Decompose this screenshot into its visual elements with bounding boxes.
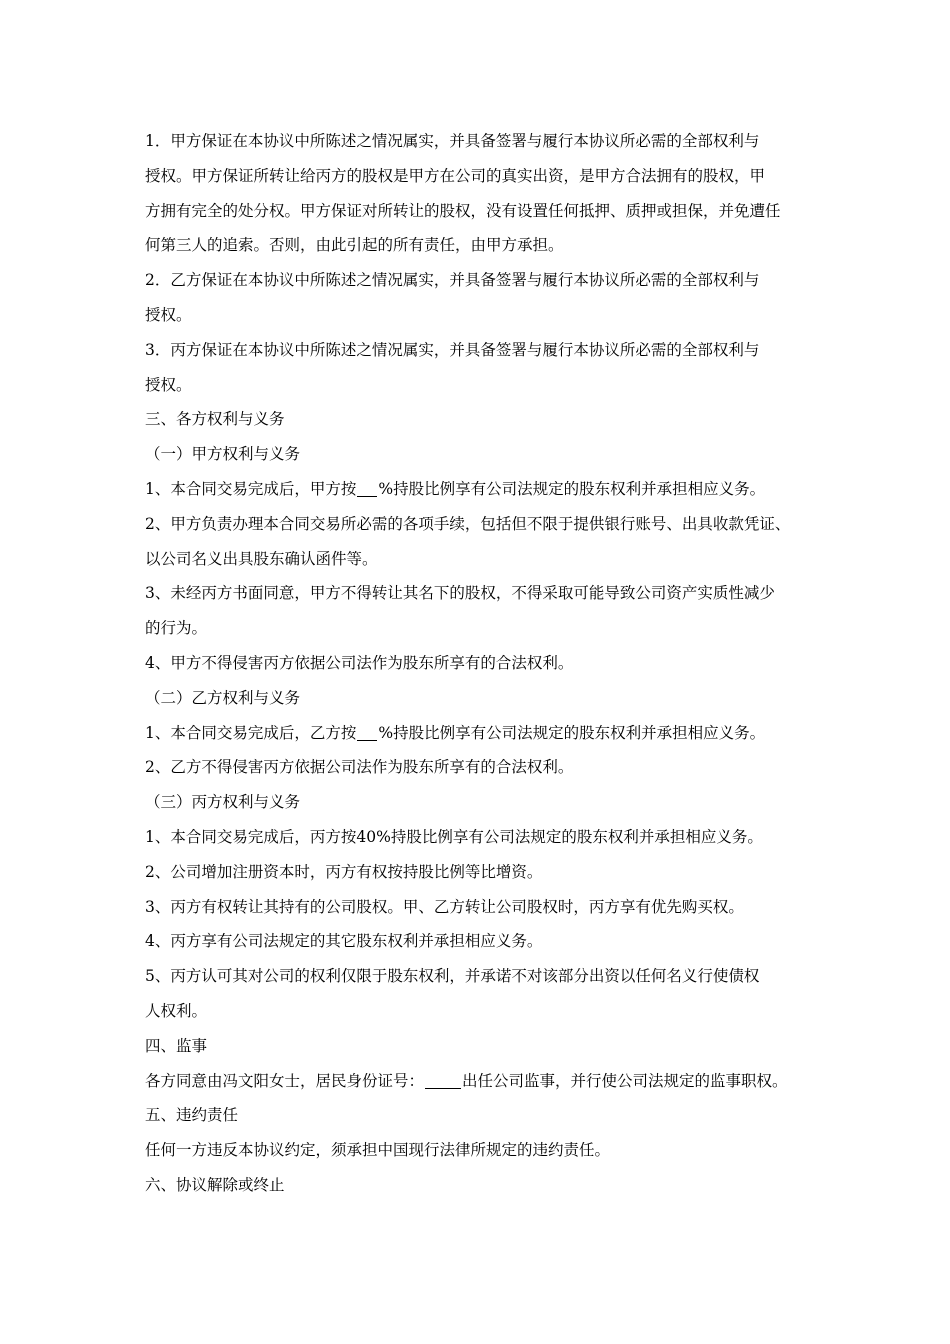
line-text-after-blank: %持股比例享有公司法规定的股东权利并承担相应义务。 bbox=[378, 723, 766, 742]
paragraph-line: 2．乙方保证在本协议中所陈述之情况属实，并具备签署与履行本协议所必需的全部权利与 bbox=[145, 271, 760, 290]
fill-in-blank bbox=[425, 1071, 461, 1088]
paragraph-line: 何第三人的追索。否则，由此引起的所有责任，由甲方承担。 bbox=[145, 236, 564, 255]
section-heading-supervisor: 四、监事 bbox=[145, 1036, 208, 1055]
paragraph-line: 4、甲方不得侵害丙方依据公司法作为股东所享有的合法权利。 bbox=[145, 653, 574, 672]
section-heading-termination: 六、协议解除或终止 bbox=[145, 1175, 285, 1194]
paragraph-line: 的行为。 bbox=[145, 619, 208, 638]
paragraph-line: 3、丙方有权转让其持有的公司股权。甲、乙方转让公司股权时，丙方享有优先购买权。 bbox=[145, 897, 744, 916]
paragraph-line-with-blank bbox=[145, 1064, 825, 1099]
paragraph-line: 1．甲方保证在本协议中所陈述之情况属实，并具备签署与履行本协议所必需的全部权利与 bbox=[145, 132, 760, 150]
paragraph-line: 授权。甲方保证所转让给丙方的股权是甲方在公司的真实出资，是甲方合法拥有的股权，甲 bbox=[145, 166, 766, 185]
fill-in-blank bbox=[357, 480, 377, 497]
paragraph-line: 任何一方违反本协议约定，须承担中国现行法律所规定的违约责任。 bbox=[145, 1141, 611, 1160]
line-text-before-blank: 1、本合同交易完成后，乙方按 bbox=[145, 723, 357, 742]
document-body bbox=[145, 124, 825, 1203]
paragraph-line: 方拥有完全的处分权。甲方保证对所转让的股权，没有设置任何抵押、质押或担保，并免遭任 bbox=[145, 201, 781, 220]
subsection-heading-party-c: （三）丙方权利与义务 bbox=[145, 793, 301, 812]
paragraph-line: 1、本合同交易完成后，丙方按40%持股比例享有公司法规定的股东权利并承担相应义务。 bbox=[145, 827, 763, 846]
paragraph-line-with-blank bbox=[145, 716, 825, 751]
paragraph-line: 2、甲方负责办理本合同交易所必需的各项手续，包括但不限于提供银行账号、出具收款凭证、 bbox=[145, 514, 791, 533]
paragraph-line: 2、乙方不得侵害丙方依据公司法作为股东所享有的合法权利。 bbox=[145, 758, 574, 777]
paragraph-line: 人权利。 bbox=[145, 1001, 208, 1020]
fill-in-blank bbox=[357, 723, 377, 740]
paragraph-line: 3、未经丙方书面同意，甲方不得转让其名下的股权，不得采取可能导致公司资产实质性减少 bbox=[145, 584, 775, 603]
paragraph-line: 授权。 bbox=[145, 305, 192, 324]
section-heading-liability: 五、违约责任 bbox=[145, 1106, 239, 1125]
paragraph-line: 3．丙方保证在本协议中所陈述之情况属实，并具备签署与履行本协议所必需的全部权利与 bbox=[145, 340, 760, 359]
line-text-after-blank: 出任公司监事，并行使公司法规定的监事职权。 bbox=[462, 1071, 788, 1090]
line-text-before-blank: 1、本合同交易完成后，甲方按 bbox=[145, 479, 357, 498]
paragraph-line: 以公司名义出具股东确认函件等。 bbox=[145, 549, 378, 568]
subsection-heading-party-a: （一）甲方权利与义务 bbox=[145, 445, 301, 464]
subsection-heading-party-b: （二）乙方权利与义务 bbox=[145, 688, 301, 707]
section-heading-rights: 三、各方权利与义务 bbox=[145, 410, 285, 429]
line-text-before-blank: 各方同意由冯文阳女士，居民身份证号： bbox=[145, 1071, 425, 1090]
paragraph-line: 4、丙方享有公司法规定的其它股东权利并承担相应义务。 bbox=[145, 932, 543, 951]
paragraph-line: 5、丙方认可其对公司的权利仅限于股东权利，并承诺不对该部分出资以任何名义行使债权 bbox=[145, 967, 760, 986]
line-text-after-blank: %持股比例享有公司法规定的股东权利并承担相应义务。 bbox=[378, 479, 766, 498]
paragraph-line: 2、公司增加注册资本时，丙方有权按持股比例等比增资。 bbox=[145, 862, 543, 881]
paragraph-line-with-blank bbox=[145, 472, 825, 507]
paragraph-line: 授权。 bbox=[145, 375, 192, 394]
